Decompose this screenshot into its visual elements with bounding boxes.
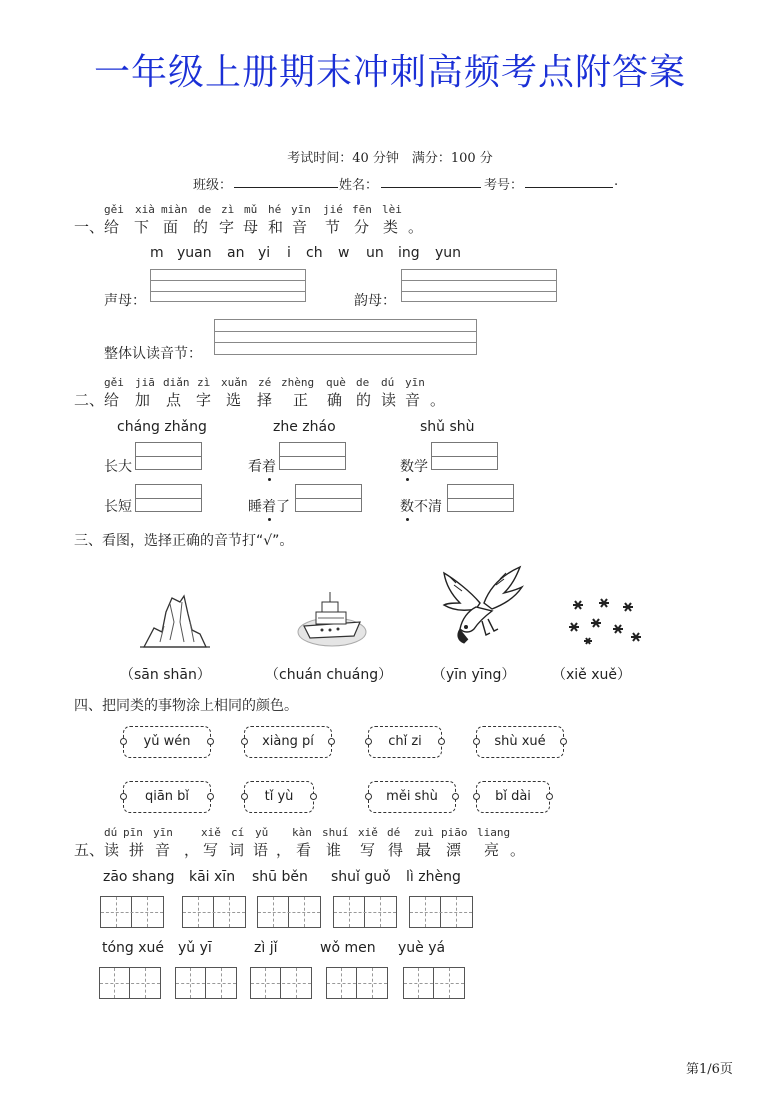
heading-char: 。 <box>430 391 446 409</box>
pinyin: dú <box>381 376 395 389</box>
reading-answer-box[interactable] <box>431 442 498 470</box>
heading-char: 亮 <box>484 841 500 859</box>
writing-grid[interactable] <box>333 896 397 928</box>
pinyin: yīn <box>405 376 425 389</box>
eagle-icon <box>440 563 524 653</box>
word: 长短 <box>104 499 132 515</box>
writing-grid[interactable] <box>257 896 321 928</box>
word-card[interactable] <box>123 781 211 813</box>
word-card-text: shù xué <box>494 734 546 749</box>
picture-caption[interactable]: （sān shān） <box>120 667 211 683</box>
heading-char: 点 <box>166 391 182 409</box>
heading-char: ， <box>276 841 292 859</box>
word-pinyin: lì zhèng <box>406 869 461 885</box>
heading-char: 正 <box>293 391 309 409</box>
heading-char: 词 <box>229 841 245 859</box>
letter-item: yun <box>435 245 462 261</box>
section-4-heading: 四、把同类的事物涂上相同的颜色。 <box>74 698 298 714</box>
letter-item: yuan <box>177 245 212 261</box>
pinyin: zì <box>197 376 211 389</box>
word-card[interactable] <box>244 781 314 813</box>
letter-item: yi <box>258 245 271 261</box>
letter-item: an <box>227 245 245 261</box>
word: 睡着了 <box>248 496 290 516</box>
word-pinyin: zì jǐ <box>254 940 278 956</box>
picture-caption[interactable]: （chuán chuáng） <box>265 667 393 683</box>
reading-options: cháng zhǎng <box>117 419 207 435</box>
word-card-text: bǐ dài <box>495 789 531 804</box>
page-title: 一年级上册期末冲刺高频考点附答案 <box>93 52 686 93</box>
writing-grid[interactable] <box>409 896 473 928</box>
reading-options: shǔ shù <box>420 419 475 435</box>
letter-item: un <box>366 245 384 261</box>
writing-grid[interactable] <box>175 967 237 999</box>
heading-char: 漂 <box>446 841 462 859</box>
letter-item: w <box>338 245 350 261</box>
picture-caption[interactable]: （yīn yīng） <box>432 667 516 683</box>
pinyin: diǎn <box>163 376 190 389</box>
heading-char: 加 <box>135 391 151 409</box>
writing-grid[interactable] <box>182 896 246 928</box>
word: 数学 <box>400 456 428 476</box>
letter-item: i <box>287 245 291 261</box>
pinyin: jié <box>323 203 343 216</box>
page-number: 第1/6页 <box>686 1062 733 1077</box>
pinyin: jiā <box>135 376 155 389</box>
heading-char: 得 <box>388 841 404 859</box>
word-pinyin: tóng xué <box>102 940 165 956</box>
heading-char: 字 <box>196 391 212 409</box>
section-5-number: 五、 <box>74 841 105 859</box>
word-card[interactable] <box>476 726 564 758</box>
word-card[interactable] <box>123 726 211 758</box>
heading-char: 择 <box>257 391 273 409</box>
heading-char: 确 <box>327 391 343 409</box>
heading-char: 节 <box>325 218 341 236</box>
writing-grid[interactable] <box>403 967 465 999</box>
pinyin: xuǎn <box>221 376 248 389</box>
pinyin: kàn <box>292 826 312 839</box>
heading-char: 给 <box>104 391 120 409</box>
heading-char: 的 <box>193 218 209 236</box>
pinyin: zhèng <box>281 376 315 389</box>
pinyin: zuì <box>414 826 434 839</box>
section-1-number: 一、 <box>74 218 105 236</box>
pinyin: miàn <box>161 203 188 216</box>
pinyin: xiě <box>201 826 221 839</box>
pinyin: cí <box>231 826 245 839</box>
shengmu-answer[interactable] <box>150 269 306 302</box>
heading-char: 拼 <box>129 841 145 859</box>
word-card-text: měi shù <box>386 789 438 804</box>
heading-char: 下 <box>134 218 150 236</box>
word-pinyin: yǔ yī <box>178 940 212 956</box>
letter-item: ch <box>306 245 323 261</box>
pinyin: de <box>198 203 212 216</box>
heading-char: 写 <box>203 841 219 859</box>
pinyin: shuí <box>322 826 349 839</box>
heading-char: 。 <box>408 218 424 236</box>
yunmu-answer[interactable] <box>401 269 557 302</box>
number-field[interactable] <box>525 187 613 188</box>
pinyin: mǔ <box>244 203 258 216</box>
word-card-text: tǐ yù <box>264 789 294 804</box>
pinyin: xià <box>135 203 155 216</box>
writing-grid[interactable] <box>100 896 164 928</box>
pinyin: gěi <box>104 376 124 389</box>
word-card-text: yǔ wén <box>143 734 191 749</box>
pinyin: yīn <box>153 826 173 839</box>
pinyin: què <box>326 376 346 389</box>
reading-answer-box[interactable] <box>135 484 202 512</box>
pinyin: piāo <box>441 826 468 839</box>
pinyin: pīn <box>123 826 143 839</box>
name-field[interactable] <box>381 187 481 188</box>
number-label: 考号： <box>484 178 524 193</box>
heading-char: 给 <box>104 218 120 236</box>
heading-char: 字 <box>219 218 235 236</box>
heading-char: 写 <box>360 841 376 859</box>
heading-char: ， <box>184 841 200 859</box>
word: 看着 <box>248 456 276 476</box>
word-card-text: chǐ zi <box>388 734 422 749</box>
heading-char: 音 <box>155 841 171 859</box>
heading-char: 音 <box>405 391 421 409</box>
shengmu-label: 声母： <box>104 293 146 309</box>
writing-grid[interactable] <box>326 967 388 999</box>
heading-char: 谁 <box>326 841 342 859</box>
heading-char: 音 <box>292 218 308 236</box>
heading-char: 母 <box>243 218 259 236</box>
reading-answer-box[interactable] <box>295 484 362 512</box>
pinyin: dé <box>387 826 401 839</box>
ship-icon <box>296 588 368 650</box>
name-label: 姓名： <box>339 178 379 193</box>
class-label: 班级： <box>193 178 233 193</box>
pinyin: fēn <box>352 203 372 216</box>
word-pinyin: shū běn <box>252 869 308 885</box>
writing-grid[interactable] <box>99 967 161 999</box>
heading-char: 选 <box>226 391 242 409</box>
field-end: . <box>614 174 619 189</box>
pinyin: de <box>356 376 370 389</box>
pinyin: zé <box>258 376 272 389</box>
pinyin: lèi <box>382 203 402 216</box>
word-pinyin: wǒ men <box>320 940 376 956</box>
heading-char: 面 <box>163 218 179 236</box>
pinyin: hé <box>268 203 282 216</box>
letter-item: ing <box>398 245 420 261</box>
reading-answer-box[interactable] <box>135 442 202 470</box>
word-card-text: xiàng pí <box>262 734 314 749</box>
writing-grid[interactable] <box>250 967 312 999</box>
section-2-number: 二、 <box>74 391 105 409</box>
heading-char: 分 <box>354 218 370 236</box>
heading-char: 类 <box>383 218 399 236</box>
word-card-text: qiān bǐ <box>144 789 190 804</box>
zhengti-label: 整体认读音节： <box>104 346 202 362</box>
heading-char: 读 <box>381 391 397 409</box>
word-card[interactable] <box>368 726 442 758</box>
exam-info: 考试时间：40 分钟 满分：100 分 <box>287 151 493 166</box>
pinyin: yīn <box>291 203 311 216</box>
snowflakes-icon <box>566 595 646 647</box>
heading-char: 最 <box>416 841 432 859</box>
reading-answer-box[interactable] <box>279 442 346 470</box>
pinyin: dú <box>104 826 118 839</box>
word-card[interactable] <box>476 781 550 813</box>
heading-char: 。 <box>510 841 526 859</box>
pinyin: zì <box>221 203 235 216</box>
heading-char: 的 <box>356 391 372 409</box>
word-pinyin: kāi xīn <box>189 869 236 885</box>
pinyin: gěi <box>104 203 124 216</box>
word: 长大 <box>104 459 132 475</box>
heading-char: 看 <box>296 841 312 859</box>
word-pinyin: shuǐ guǒ <box>331 869 391 885</box>
reading-answer-box[interactable] <box>447 484 514 512</box>
word-card[interactable] <box>244 726 332 758</box>
mountain-icon <box>140 592 210 650</box>
heading-char: 读 <box>104 841 120 859</box>
word-card[interactable] <box>368 781 456 813</box>
letter-item: m <box>150 245 164 261</box>
zhengti-answer[interactable] <box>214 319 477 355</box>
section-3-heading: 三、看图，选择正确的音节打“√”。 <box>74 533 294 549</box>
pinyin: liang <box>477 826 511 839</box>
picture-caption[interactable]: （xiě xuě） <box>552 667 632 683</box>
pinyin: yǔ <box>255 826 269 839</box>
heading-char: 语 <box>253 841 269 859</box>
word-pinyin: zāo shang <box>103 869 175 885</box>
pinyin: xiě <box>358 826 378 839</box>
heading-char: 和 <box>268 218 284 236</box>
yunmu-label: 韵母： <box>354 293 396 309</box>
reading-options: zhe zháo <box>273 419 336 435</box>
word-pinyin: yuè yá <box>398 940 446 956</box>
class-field[interactable] <box>234 187 338 188</box>
word: 数不清 <box>400 496 442 516</box>
